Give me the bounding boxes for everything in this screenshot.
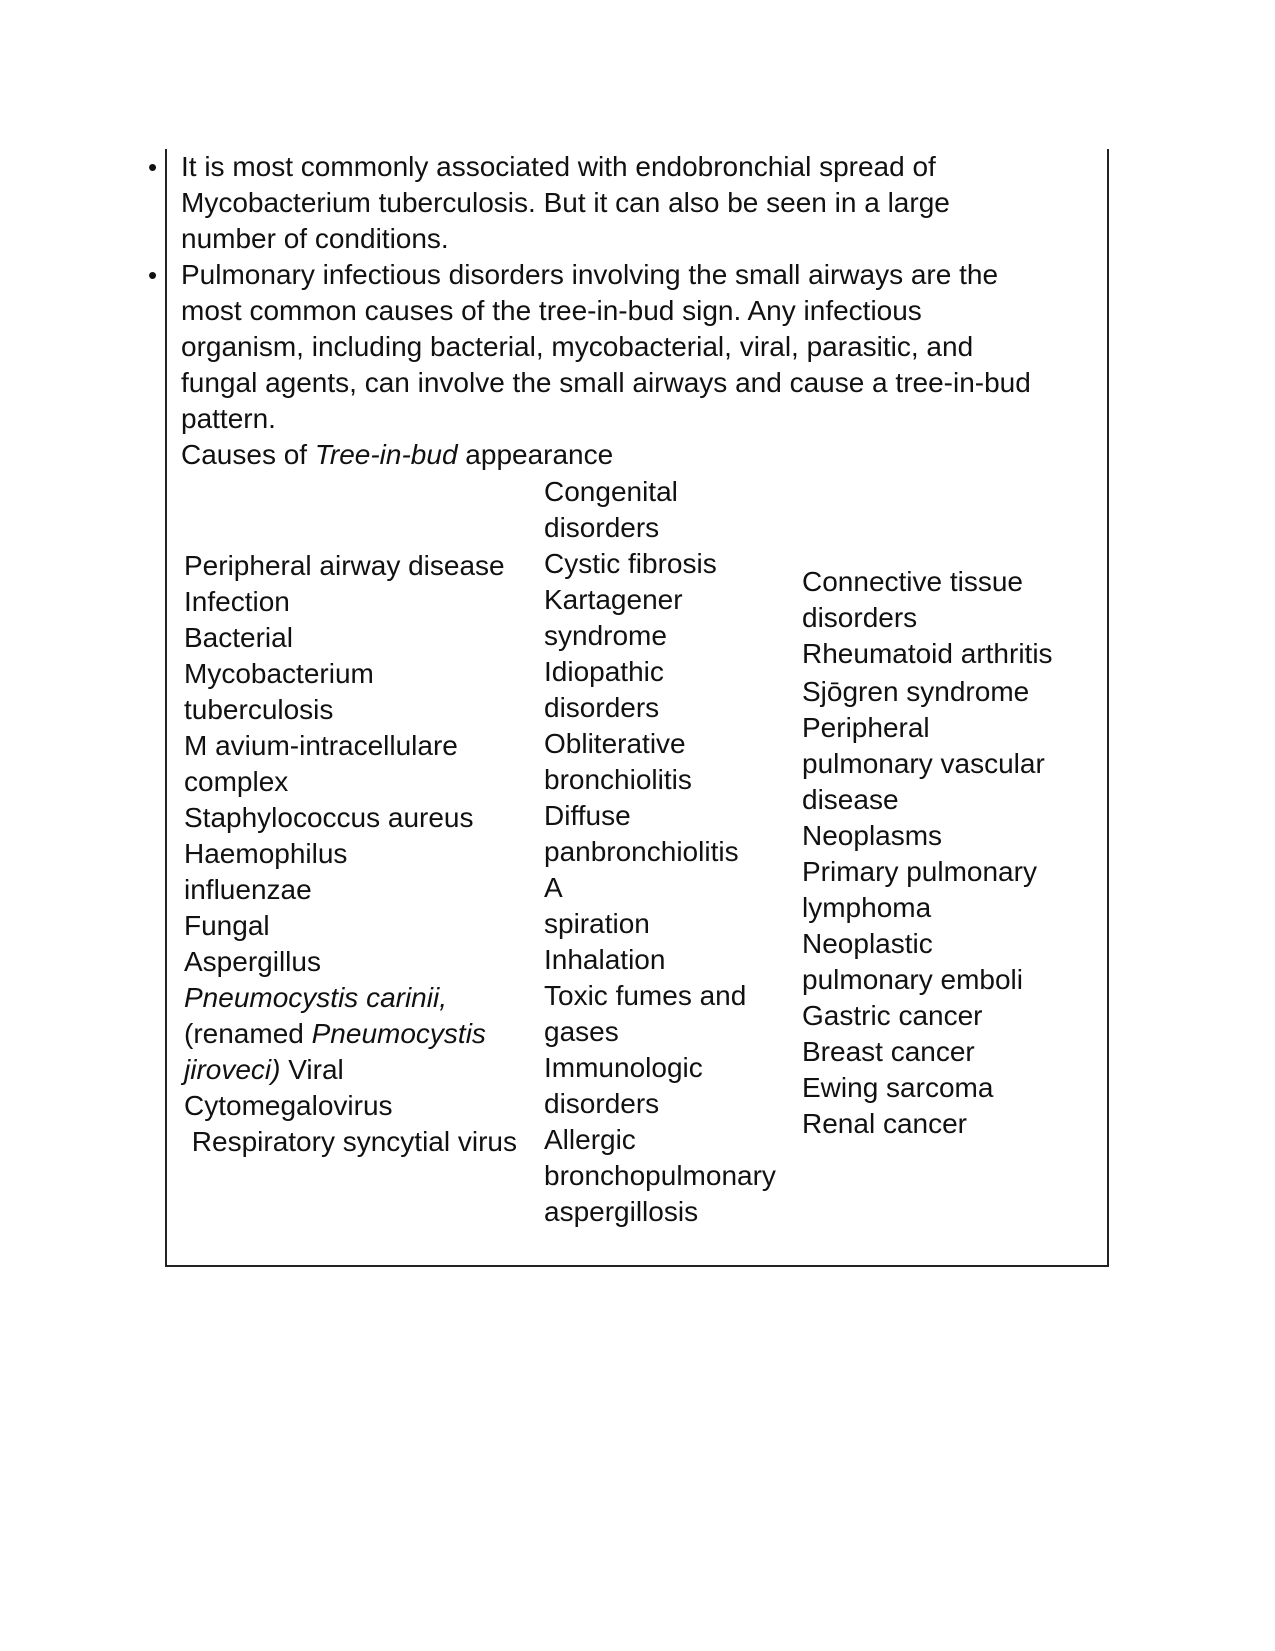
list-item: Diffuse xyxy=(544,800,631,831)
list-item: lymphoma xyxy=(802,892,932,923)
list-item: Haemophilus xyxy=(184,838,348,869)
list-item: Connective tissue xyxy=(802,566,1024,597)
renamed-italic: Pneumocystis xyxy=(311,1018,486,1049)
list-item: Mycobacterium xyxy=(184,658,374,689)
caption-suffix: appearance xyxy=(457,439,614,470)
list-item: pulmonary vascular xyxy=(802,748,1045,779)
list-item xyxy=(184,1016,517,1052)
list-item: Rheumatoid arthritis xyxy=(802,638,1053,669)
causes-column-2 xyxy=(544,474,776,1230)
causes-column-3 xyxy=(802,564,1053,1142)
list-item: Peripheral xyxy=(802,712,930,743)
list-item: Peripheral airway disease xyxy=(184,550,505,581)
paragraph-line: Pulmonary infectious disorders involving the small airways are the xyxy=(181,259,999,290)
list-item: panbronchiolitis xyxy=(544,836,739,867)
viral-label: Viral xyxy=(280,1054,344,1085)
list-item: bronchiolitis xyxy=(544,764,692,795)
bullet-dot: • xyxy=(148,152,158,182)
list-item: influenzae xyxy=(184,874,312,905)
list-item: Renal cancer xyxy=(802,1108,967,1139)
list-item: complex xyxy=(184,766,289,797)
list-item: Neoplasms xyxy=(802,820,943,851)
paragraph-line: most common causes of the tree-in-bud sign. Any infectious xyxy=(181,295,922,326)
list-item: Respiratory syncytial virus xyxy=(184,1126,517,1157)
list-item: disorders xyxy=(802,602,918,633)
list-item: Obliterative xyxy=(544,728,686,759)
list-item: disease xyxy=(802,784,899,815)
list-item: spiration xyxy=(544,908,650,939)
list-item: Immunologic xyxy=(544,1052,703,1083)
bullet-dot: • xyxy=(148,260,158,290)
bullet-paragraph-2 xyxy=(181,257,1111,437)
list-item: A xyxy=(544,872,563,903)
list-item xyxy=(184,1052,517,1088)
caption-italic: Tree-in-bud xyxy=(314,439,458,470)
paragraph-line: pattern. xyxy=(181,403,276,434)
list-item: Gastric cancer xyxy=(802,1000,983,1031)
list-item: Idiopathic xyxy=(544,656,664,687)
list-item: Cystic fibrosis xyxy=(544,548,717,579)
list-item: syndrome xyxy=(544,620,667,651)
list-item: aspergillosis xyxy=(544,1196,699,1227)
paragraph-line: number of conditions. xyxy=(181,223,449,254)
list-item: Toxic fumes and xyxy=(544,980,747,1011)
list-item: Sjōgren syndrome xyxy=(802,676,1030,707)
jiroveci-italic: jiroveci) xyxy=(184,1054,281,1085)
causes-column-1 xyxy=(184,548,517,1160)
list-item: Allergic xyxy=(544,1124,636,1155)
list-item: gases xyxy=(544,1016,619,1047)
list-item: Primary pulmonary xyxy=(802,856,1037,887)
list-item: Breast cancer xyxy=(802,1036,975,1067)
list-item: disorders xyxy=(544,1088,660,1119)
list-item: Staphylococcus aureus xyxy=(184,802,474,833)
bullet-paragraph-1 xyxy=(181,149,1111,257)
paragraph-line: It is most commonly associated with endobronchial spread of xyxy=(181,151,936,182)
list-item: Infection xyxy=(184,586,290,617)
list-item: Aspergillus xyxy=(184,946,321,977)
paragraph-line: organism, including bacterial, mycobacterial, viral, parasitic, and xyxy=(181,331,974,362)
table-caption xyxy=(181,437,1111,473)
list-item: Bacterial xyxy=(184,622,293,653)
paragraph-line: Mycobacterium tuberculosis. But it can also be seen in a large xyxy=(181,187,950,218)
list-item: Cytomegalovirus xyxy=(184,1090,393,1121)
list-item: M avium-intracellulare xyxy=(184,730,458,761)
list-item: Kartagener xyxy=(544,584,683,615)
renamed-prefix: (renamed xyxy=(184,1018,312,1049)
list-item: Neoplastic xyxy=(802,928,933,959)
list-item: Ewing sarcoma xyxy=(802,1072,994,1103)
list-item: Congenital xyxy=(544,476,678,507)
list-item: Pneumocystis carinii, xyxy=(184,982,447,1013)
list-item: tuberculosis xyxy=(184,694,334,725)
list-item: pulmonary emboli xyxy=(802,964,1023,995)
caption-prefix: Causes of xyxy=(181,439,315,470)
list-item: bronchopulmonary xyxy=(544,1160,776,1191)
list-item: Inhalation xyxy=(544,944,666,975)
list-item: disorders xyxy=(544,512,660,543)
list-item: Fungal xyxy=(184,910,270,941)
paragraph-line: fungal agents, can involve the small airways and cause a tree-in-bud xyxy=(181,367,1031,398)
list-item: disorders xyxy=(544,692,660,723)
